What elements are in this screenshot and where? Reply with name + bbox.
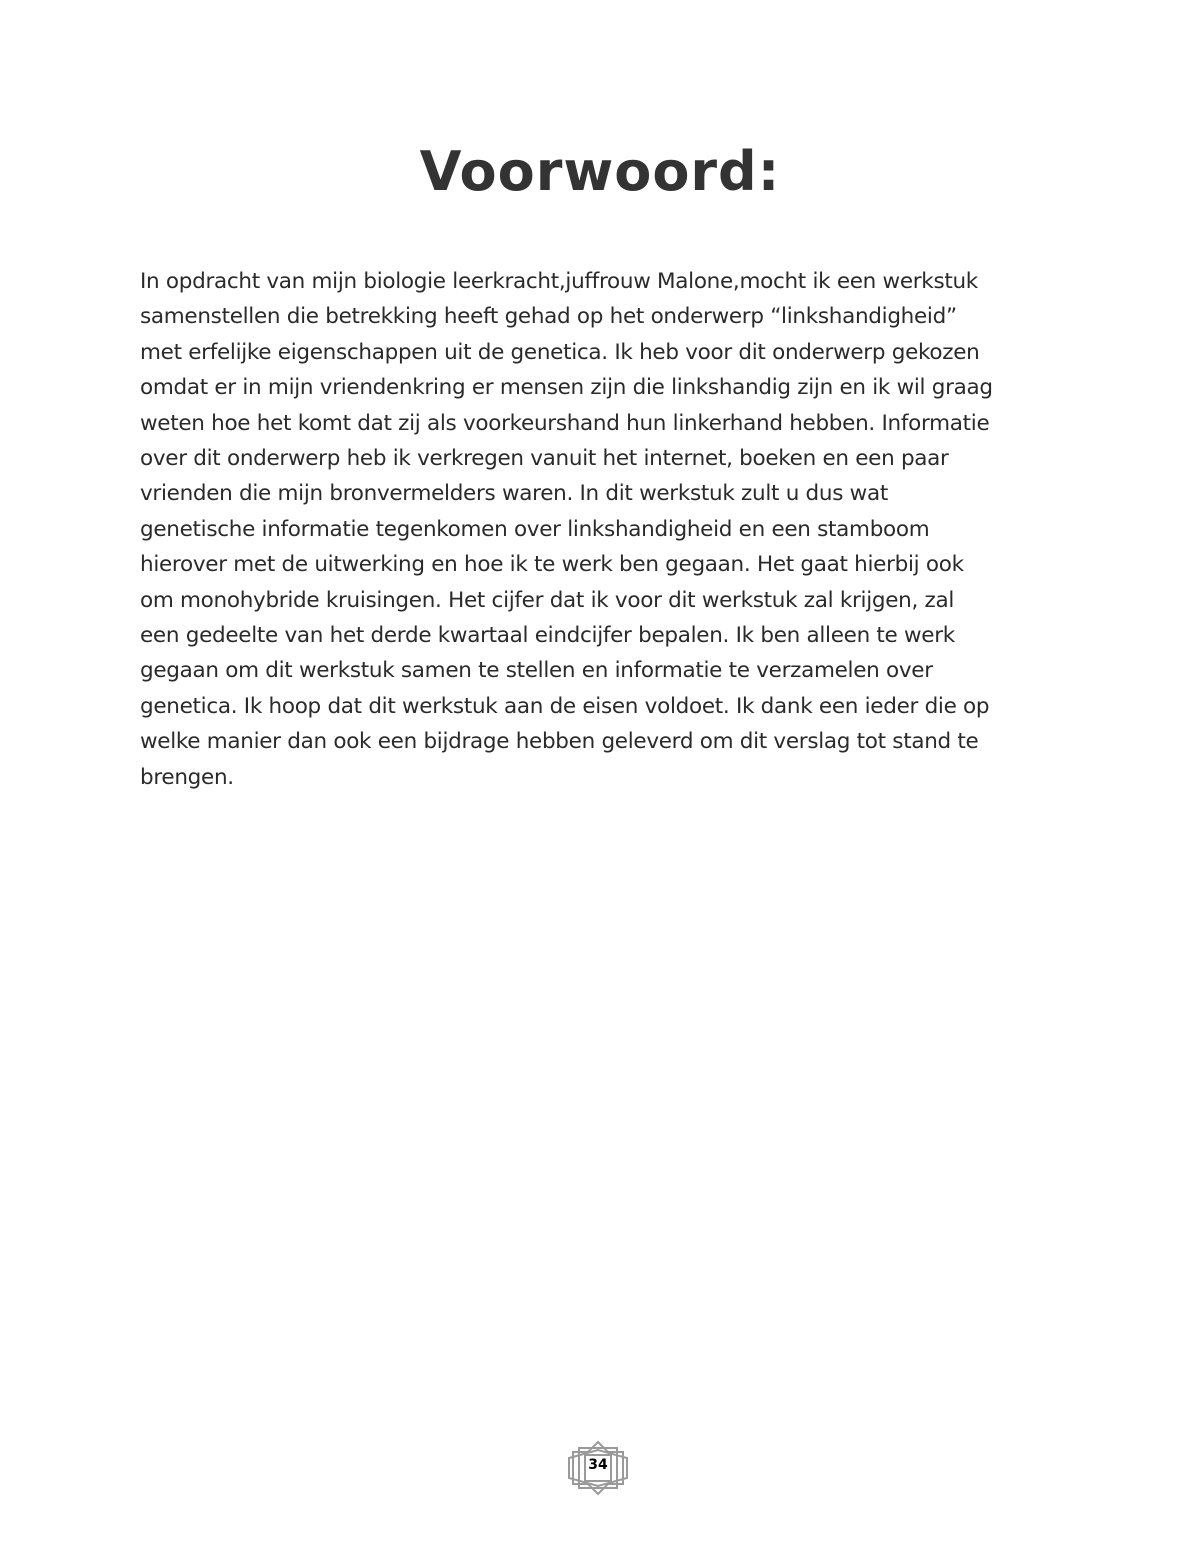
body-line: samenstellen die betrekking heeft gehad op het onderwerp “linkshandigheid” [140, 304, 957, 330]
body-line: over dit onderwerp heb ik verkregen vanuit het internet, boeken en een paar [140, 446, 949, 472]
body-line: vrienden die mijn bronvermelders waren. In dit werkstuk zult u dus wat [140, 481, 888, 507]
page-number-badge [565, 1440, 635, 1496]
body-line: genetische informatie tegenkomen over linkshandigheid en een stamboom [140, 516, 930, 542]
body-line: welke manier dan ook een bijdrage hebben geleverd om dit verslag tot stand te [140, 729, 979, 755]
body-line: omdat er in mijn vriendenkring er mensen zijn die linkshandig zijn en ik wil graag [140, 375, 993, 401]
foreword-body [140, 264, 1100, 795]
page-number: 34 [588, 1457, 608, 1473]
body-line: hierover met de uitwerking en hoe ik te werk ben gegaan. Het gaat hierbij ook [140, 552, 964, 578]
body-line: brengen. [140, 764, 234, 790]
body-line: weten hoe het komt dat zij als voorkeurshand hun linkerhand hebben. Informatie [140, 410, 990, 436]
body-line: genetica. Ik hoop dat dit werkstuk aan de eisen voldoet. Ik dank een ieder die op [140, 693, 990, 719]
page-title: Voorwoord: [419, 140, 781, 203]
body-line: een gedeelte van het derde kwartaal eindcijfer bepalen. Ik ben alleen te werk [140, 623, 955, 649]
body-line: gegaan om dit werkstuk samen te stellen en informatie te verzamelen over [140, 658, 933, 684]
body-line: met erfelijke eigenschappen uit de genetica. Ik heb voor dit onderwerp gekozen [140, 339, 980, 365]
body-line: om monohybride kruisingen. Het cijfer dat ik voor dit werkstuk zal krijgen, zal [140, 587, 955, 613]
body-line: In opdracht van mijn biologie leerkracht,juffrouw Malone,mocht ik een werkstuk [140, 269, 978, 294]
